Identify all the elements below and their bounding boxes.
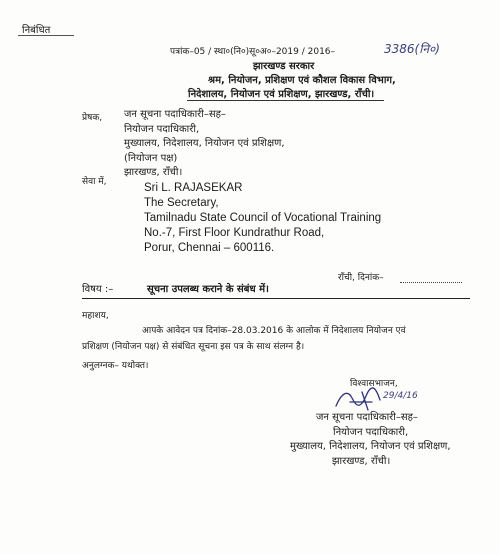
sender-line: मुख्यालय, निदेशालय, नियोजन एवं प्रशिक्षण, — [124, 138, 285, 149]
signature-date: 29/4/16 — [383, 391, 418, 401]
sender-line: नियोजन पदाधिकारी, — [124, 123, 200, 135]
recipient-line: Tamilnadu State Council of Vocational Training — [144, 212, 382, 224]
sender-line: (नियोजन पक्ष) — [124, 152, 178, 164]
sender-block — [124, 108, 285, 181]
signatory-line: जन सूचना पदाधिकारी–सह– — [316, 412, 418, 423]
recipient-line: No.-7, First Floor Kundrathur Road, — [144, 227, 325, 239]
stamp-underline — [18, 35, 74, 36]
signatory-line: झारखण्ड, राँची। — [332, 455, 391, 467]
directorate-name: निदेशालय, नियोजन एवं प्रशिक्षण, झारखण्ड, राँची। — [188, 89, 375, 100]
subject-label: विषय :– — [82, 284, 114, 295]
reference-number: पत्रांक–05 / स्था०(नि०)सू०अ०–2019 / 2016– — [170, 47, 336, 57]
sender-line: झारखण्ड, राँची। — [124, 167, 183, 178]
salutation: महाशय, — [82, 311, 109, 321]
header-underline — [187, 100, 384, 101]
signatory-line: नियोजन पदाधिकारी, — [333, 426, 409, 438]
date-blank — [400, 282, 462, 283]
subject-text: सूचना उपलब्ध कराने के संबंध में। — [147, 284, 269, 295]
department-name: श्रम, नियोजन, प्रशिक्षण एवं कौशल विकास विभाग, — [208, 75, 396, 86]
recipient-line: Porur, Chennai – 600116. — [144, 242, 275, 254]
date-line: राँची, दिनांक– — [338, 273, 384, 283]
government-name: झारखण्ड सरकार — [253, 61, 315, 72]
body-line-1: आपके आवेदन पत्र दिनांक–28.03.2016 के आलोक में निदेशालय नियोजन एवं — [142, 326, 406, 336]
enclosure: अनुलग्नक– यथोक्त। — [82, 361, 149, 371]
signatory-line: मुख्यालय, निदेशालय, नियोजन एवं प्रशिक्षण, — [290, 441, 451, 452]
stamp-label: निबंधित — [22, 25, 51, 36]
recipient-label: सेवा में, — [82, 177, 107, 187]
recipient-line: The Secretary, — [144, 197, 219, 209]
closing: विश्वासभाजन, — [350, 379, 398, 389]
subject-rule — [82, 298, 470, 299]
body-line-2: प्रशिक्षण (नियोजन पक्ष) से संबंधित सूचना इस पत्र के साथ संलग्न है। — [82, 342, 305, 352]
recipient-line: Sri L. RAJASEKAR — [144, 182, 243, 194]
sender-label: प्रेषक, — [82, 113, 103, 123]
signatory-block — [290, 411, 451, 469]
handwritten-reference: 3386(नि०) — [384, 42, 440, 56]
recipient-block — [144, 181, 381, 256]
sender-line: जन सूचना पदाधिकारी–सह– — [124, 109, 226, 120]
